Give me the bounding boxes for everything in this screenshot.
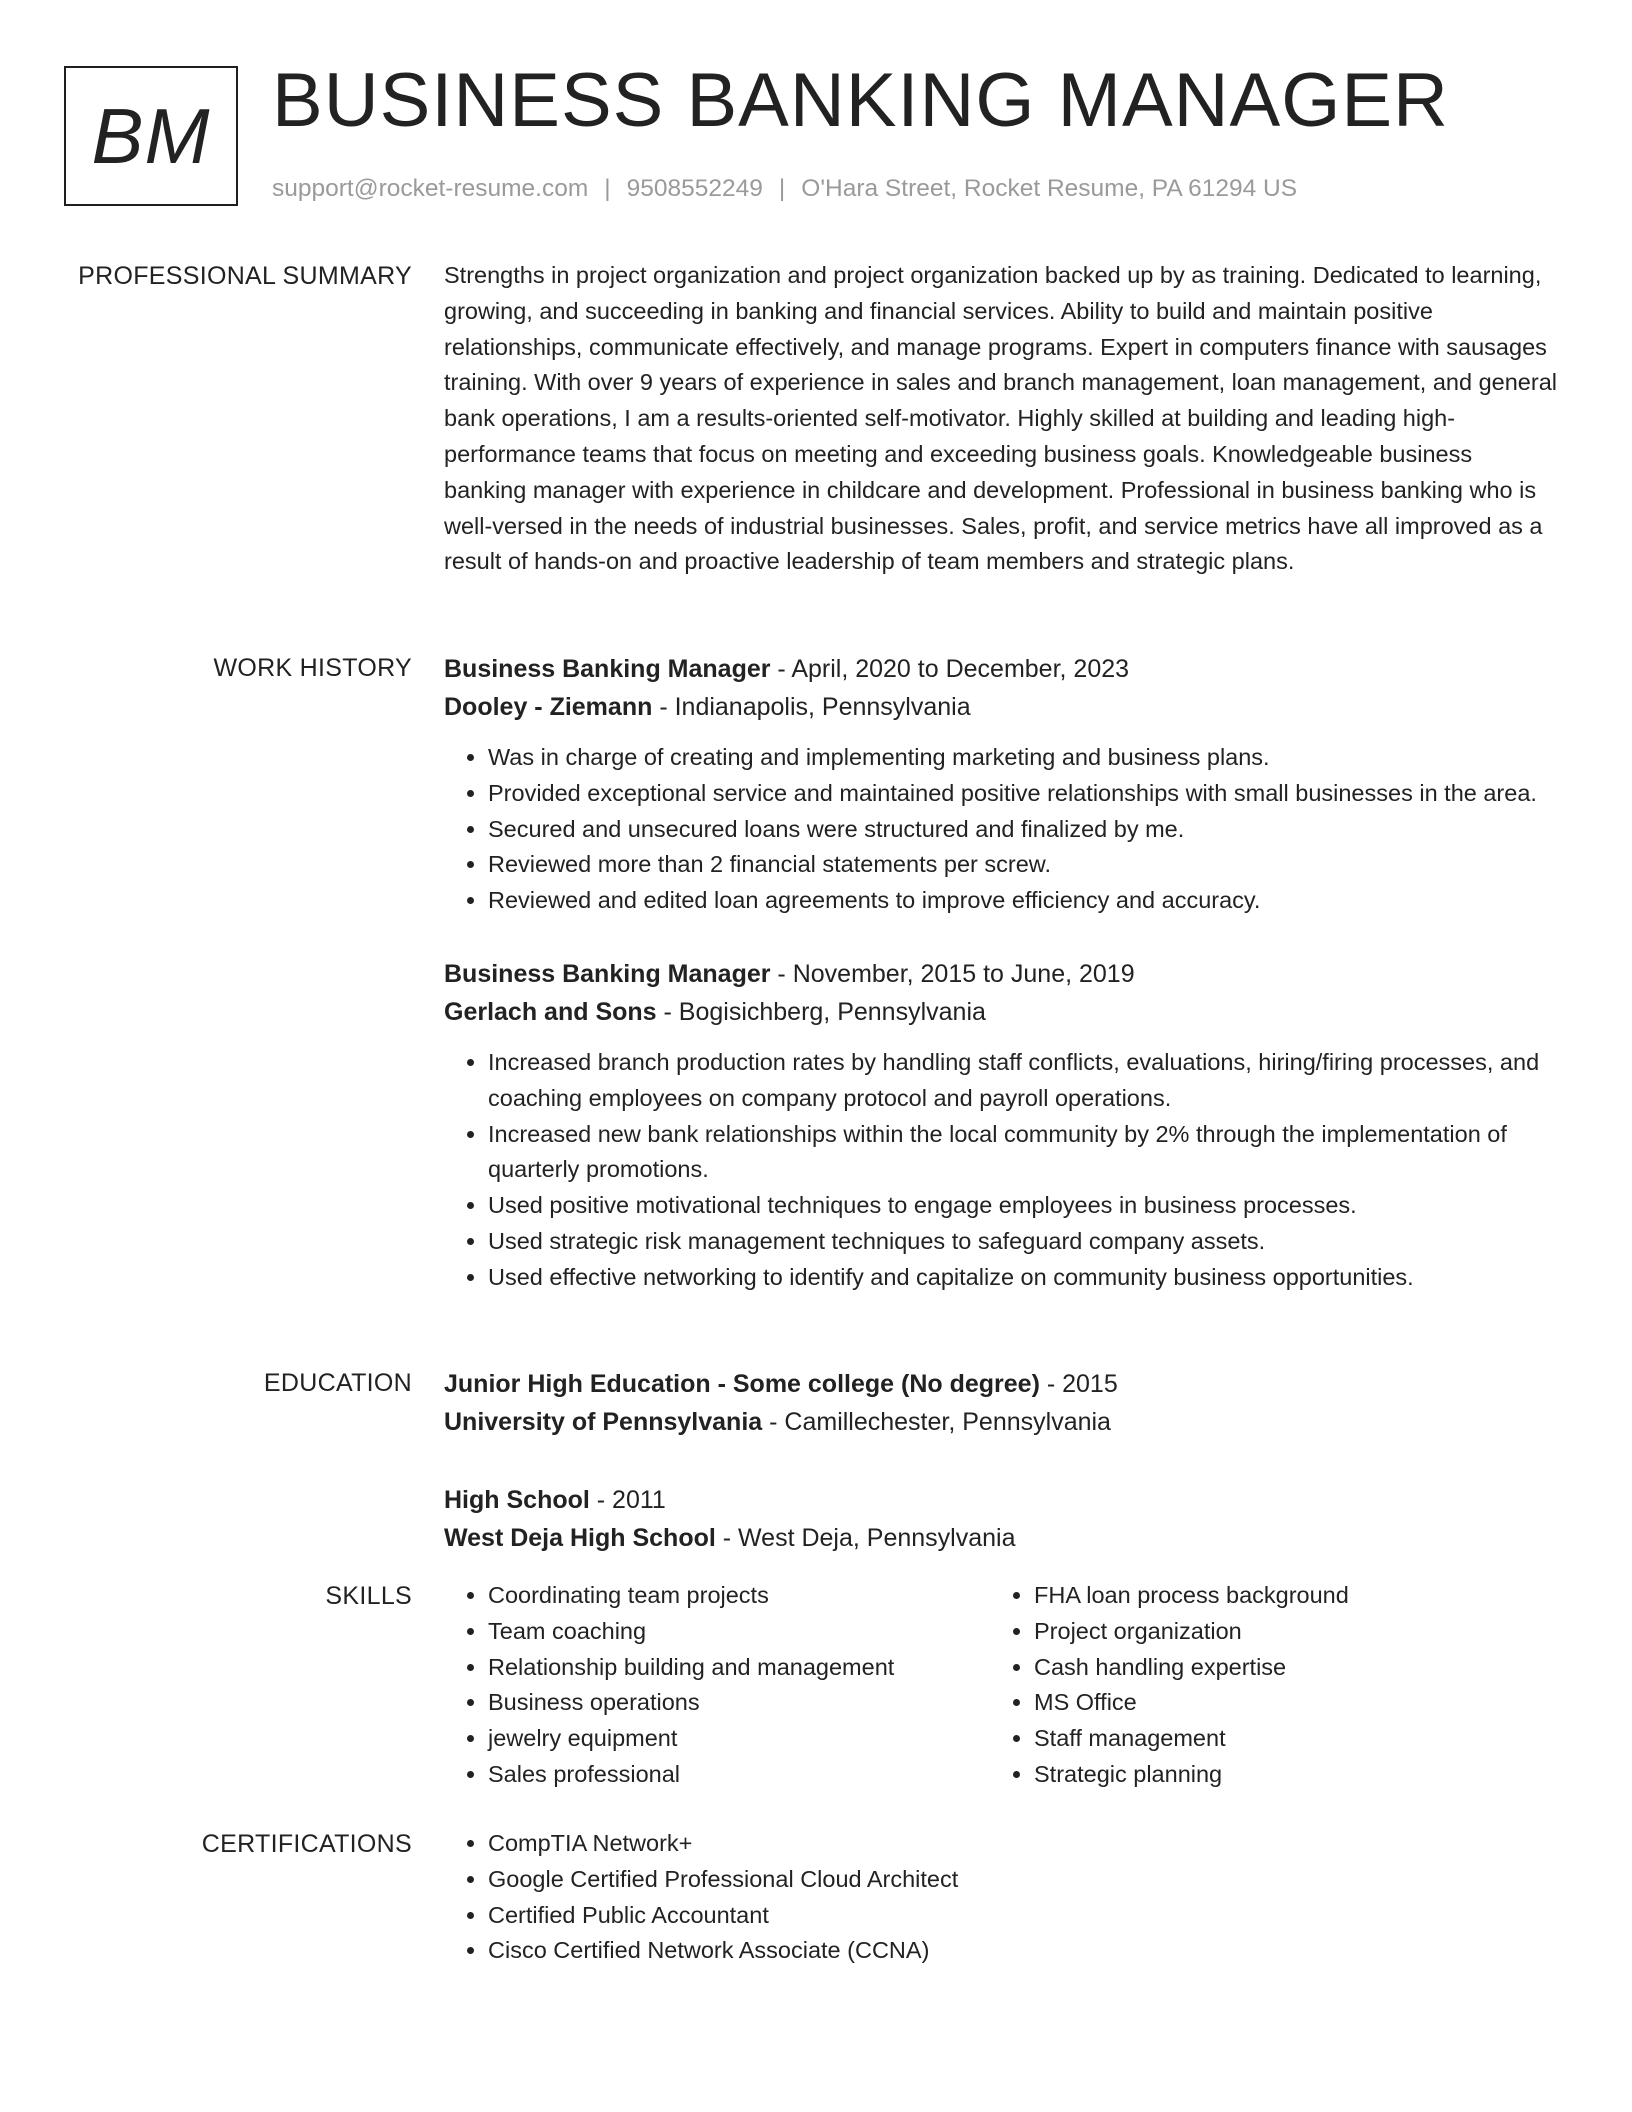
job-bullet: • Provided exceptional service and maintained positive relationships with small businesses in the area. — [488, 776, 1560, 812]
job-company-line — [444, 993, 1560, 1031]
job-bullets — [444, 1045, 1560, 1296]
education-location: - West Deja, Pennsylvania — [715, 1524, 1016, 1552]
education-year: - 2015 — [1039, 1370, 1118, 1398]
section-title-skills: SKILLS — [325, 1582, 412, 1610]
education-school: University of Pennsylvania — [444, 1408, 763, 1436]
certification-item: • CompTIA Network+ — [488, 1826, 1560, 1862]
section-title-certifications: CERTIFICATIONS — [201, 1830, 412, 1858]
job-bullet: • Used strategic risk management techniques to safeguard company assets. — [488, 1224, 1560, 1260]
job-bullet: • Used effective networking to identify and capitalize on community business opportunities. — [488, 1260, 1560, 1296]
job-bullet: • Used positive motivational techniques to engage employees in business processes. — [488, 1188, 1560, 1224]
job-entry — [444, 650, 1560, 919]
job-location: - Bogisichberg, Pennsylvania — [656, 997, 986, 1026]
contact-separator: | — [778, 175, 786, 202]
job-company: Dooley - Ziemann — [444, 693, 653, 721]
job-entry — [444, 955, 1560, 1296]
job-bullets — [444, 740, 1560, 919]
job-company: Gerlach and Sons — [444, 997, 657, 1026]
education-entry — [444, 1481, 1560, 1557]
contact-separator: | — [604, 175, 611, 202]
section-title-work: WORK HISTORY — [213, 654, 412, 682]
contact-address: O'Hara Street, Rocket Resume, PA 61294 US — [801, 175, 1298, 202]
certification-item: • Google Certified Professional Cloud Architect — [488, 1862, 1560, 1898]
job-dates: - November, 2015 to June, 2019 — [770, 959, 1135, 988]
education-school-line — [444, 1519, 1560, 1557]
skill-item: • Relationship building and management — [488, 1650, 990, 1686]
job-bullet: • Secured and unsecured loans were structured and finalized by me. — [488, 812, 1560, 848]
job-dates: - April, 2020 to December, 2023 — [770, 655, 1130, 683]
skill-item: • FHA loan process background — [1034, 1578, 1554, 1614]
skill-item: • MS Office — [1034, 1685, 1554, 1721]
contact-phone[interactable]: 9508552249 — [626, 175, 763, 202]
skills-list-left — [444, 1578, 990, 1793]
certifications-list — [444, 1826, 1560, 1969]
certification-item: • Cisco Certified Network Associate (CCNA) — [488, 1933, 1560, 1969]
skill-item: • Staff management — [1034, 1721, 1554, 1757]
job-title-line — [444, 955, 1560, 993]
job-bullet: • Increased branch production rates by handling staff conflicts, evaluations, hiring/firing processes, and coaching employees on company protocol and payroll operations. — [488, 1045, 1560, 1117]
education-school-line — [444, 1403, 1560, 1441]
summary-text: Strengths in project organization and project organization backed up by as training. Dedicated to learning, growing, and succeeding in banking and financial services. Ability to build and maintain positive relationships, communicate effectively, and manage programs. Expert in computers finance with sausages training. With over 9 years of experience in sales and branch management, loan management, and general bank operations, I am a results-oriented self-motivator. Highly skilled at building and leading high-performance teams that focus on meeting and exceeding business goals. Knowledgeable business banking manager with experience in childcare and development. Professional in business banking who is well-versed in the needs of industrial businesses. Sales, profit, and service metrics have all improved as a result of hands-on and proactive leadership of team members and strategic plans. — [444, 262, 1557, 575]
contact-email[interactable]: support@rocket-resume.com — [272, 175, 589, 202]
skill-item: • Coordinating team projects — [488, 1578, 990, 1614]
skill-item: • Strategic planning — [1034, 1757, 1554, 1793]
skill-item: • jewelry equipment — [488, 1721, 990, 1757]
education-year: - 2011 — [589, 1486, 666, 1514]
contact-line — [272, 174, 1297, 204]
job-bullet: • Increased new bank relationships within the local community by 2% through the implementation of quarterly promotions. — [488, 1117, 1560, 1189]
job-title: Business Banking Manager — [444, 655, 771, 683]
monogram-box — [64, 66, 238, 206]
certification-item: • Certified Public Accountant — [488, 1898, 1560, 1934]
skill-item: • Cash handling expertise — [1034, 1650, 1554, 1686]
resume-title: BUSINESS BANKING MANAGER — [272, 58, 1449, 143]
section-title-summary: PROFESSIONAL SUMMARY — [78, 262, 412, 290]
job-company-line — [444, 688, 1560, 726]
skill-item: • Sales professional — [488, 1757, 990, 1793]
education-school: West Deja High School — [444, 1524, 716, 1552]
section-title-education: EDUCATION — [263, 1369, 412, 1397]
skill-item: • Project organization — [1034, 1614, 1554, 1650]
education-location: - Camillechester, Pennsylvania — [762, 1408, 1111, 1436]
skill-item: • Business operations — [488, 1685, 990, 1721]
education-degree-line — [444, 1365, 1560, 1403]
education-entry — [444, 1365, 1560, 1441]
job-title: Business Banking Manager — [444, 959, 771, 988]
education-degree: Junior High Education - Some college (No degree) — [444, 1370, 1040, 1398]
skills-list-right — [990, 1578, 1554, 1793]
job-bullet: • Was in charge of creating and implementing marketing and business plans. — [488, 740, 1560, 776]
education-degree: High School — [444, 1486, 590, 1514]
job-title-line — [444, 650, 1560, 688]
job-bullet: • Reviewed and edited loan agreements to improve efficiency and accuracy. — [488, 883, 1560, 919]
job-bullet: • Reviewed more than 2 financial statements per screw. — [488, 847, 1560, 883]
skills-columns — [444, 1578, 1560, 1793]
monogram-initials: BM — [91, 91, 211, 180]
skill-item: • Team coaching — [488, 1614, 990, 1650]
education-degree-line — [444, 1481, 1560, 1519]
job-location: - Indianapolis, Pennsylvania — [652, 693, 971, 721]
